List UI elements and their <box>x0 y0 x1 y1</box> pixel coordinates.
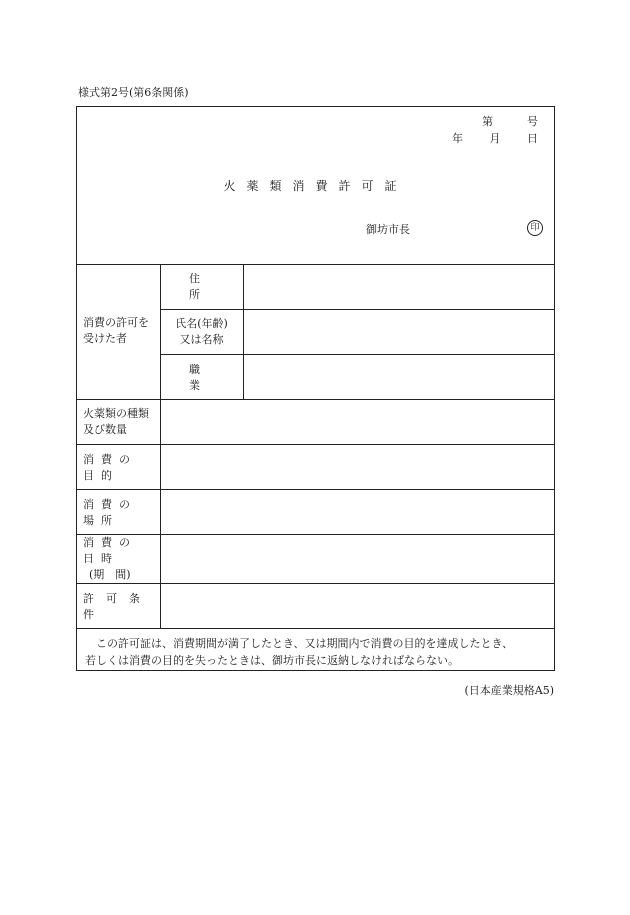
certificate-title: 火薬類消費許可証 <box>223 179 408 193</box>
name-field[interactable] <box>243 309 554 354</box>
form-number-caption: 様式第2号(第6条関係) <box>78 86 189 99</box>
datetime-label-line2: (期 間) <box>89 567 131 581</box>
datetime-field[interactable] <box>160 534 554 583</box>
return-notice-line1: この許可証は、消費期間が満了したとき、又は期間内で消費の目的を達成したとき、 <box>96 636 514 650</box>
purpose-field[interactable] <box>160 444 554 489</box>
occupation-label: 職 業 <box>160 354 243 399</box>
address-field[interactable] <box>243 264 554 309</box>
issue-date-line <box>452 130 538 146</box>
paper-size-note: (日本産業規格A5) <box>464 684 554 697</box>
purpose-label: 消費の目的 <box>77 444 160 489</box>
form-row-explosive-type <box>77 399 554 444</box>
place-field[interactable] <box>160 489 554 534</box>
datetime-label-cell <box>77 534 160 583</box>
number-suffix: 号 <box>527 115 538 128</box>
certificate-header <box>77 107 554 265</box>
certificate-frame <box>76 106 555 671</box>
date-year: 年 <box>452 132 463 145</box>
return-notice <box>77 628 554 675</box>
explosive-type-label-cell <box>77 399 160 444</box>
date-month: 月 <box>489 132 501 145</box>
date-day: 日 <box>527 132 538 145</box>
address-label: 住 所 <box>160 264 243 309</box>
conditions-label: 許可条件 <box>77 583 160 628</box>
number-prefix: 第 <box>482 115 493 128</box>
form-row-note <box>77 628 554 675</box>
name-label-line1: 氏名(年齢) <box>175 316 228 330</box>
conditions-field[interactable] <box>160 583 554 628</box>
datetime-label-line1: 消費の日時 <box>83 535 137 565</box>
name-label-line2: 又は名称 <box>179 332 224 346</box>
permit-form-table <box>77 264 554 675</box>
explosive-type-label-line2: 及び数量 <box>83 422 127 436</box>
explosive-type-field[interactable] <box>160 399 554 444</box>
form-row-conditions <box>77 583 554 628</box>
applicant-label-line1: 消費の許可を <box>83 316 149 330</box>
occupation-field[interactable] <box>243 354 554 399</box>
place-label: 消費の場所 <box>77 489 160 534</box>
return-notice-line2: 若しくは消費の目的を失ったときは、御坊市長に返納しなければならない。 <box>85 653 459 667</box>
name-label-cell <box>160 309 243 354</box>
form-row-place <box>77 489 554 534</box>
seal-icon: 印 <box>527 220 543 236</box>
explosive-type-label-line1: 火薬類の種類 <box>83 406 149 420</box>
applicant-label-cell <box>77 264 160 399</box>
form-row-address <box>77 264 554 309</box>
form-row-datetime <box>77 534 554 583</box>
form-row-purpose <box>77 444 554 489</box>
applicant-label-line2: 受けた者 <box>83 332 127 346</box>
issuer-name: 御坊市長 <box>366 223 410 236</box>
certificate-number-line <box>482 113 538 129</box>
